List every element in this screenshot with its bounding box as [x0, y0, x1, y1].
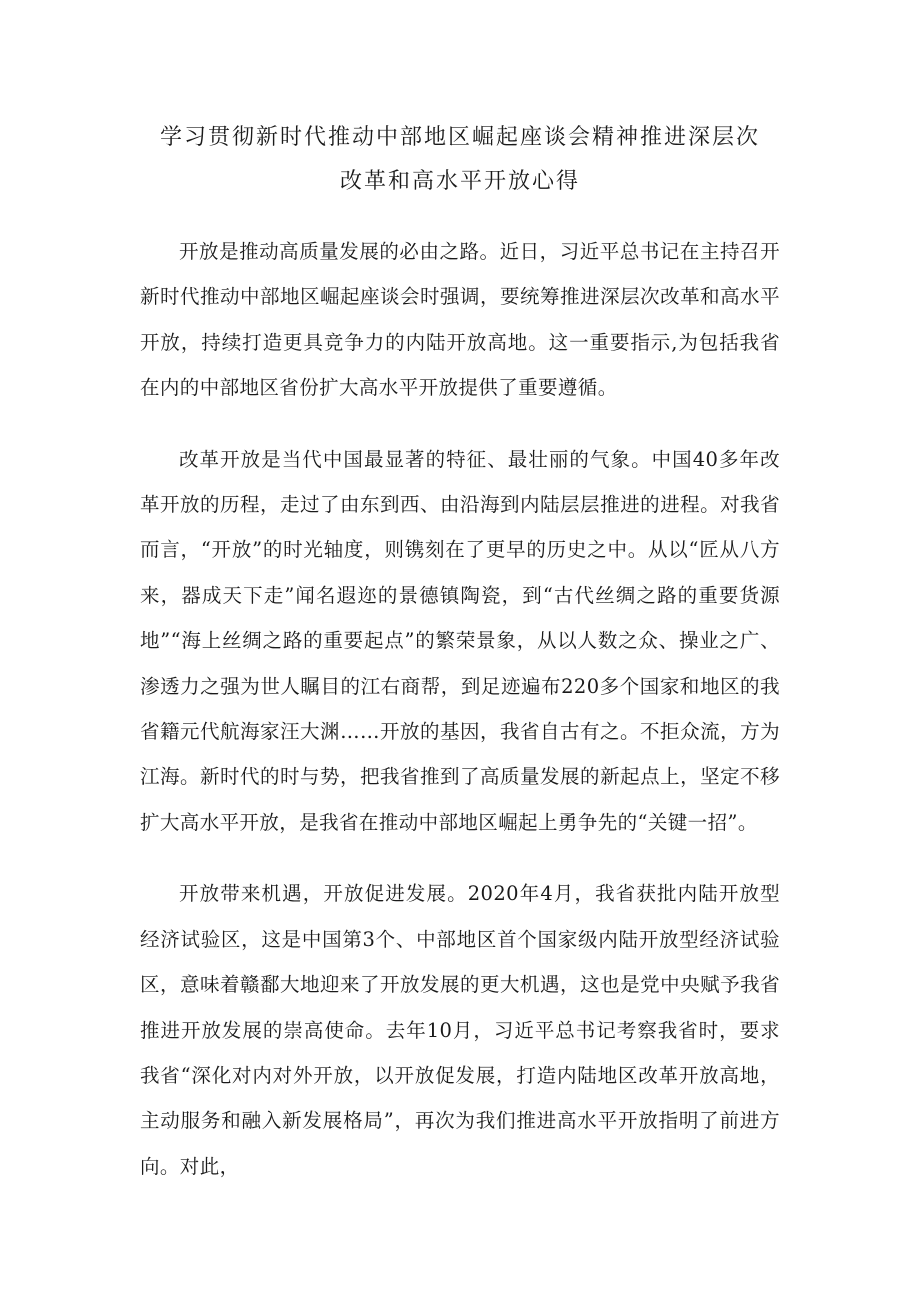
paragraph-3: 开放带来机遇，开放促进发展。2020年4月，我省获批内陆开放型经济试验区，这是中国第3个、中部地区首个国家级内陆开放型经济试验区，意味着赣鄱大地迎来了开放发展的更大机遇，这也是党中央赋予我省推进开放发展的崇高使命。去年10月，习近平总书记考察我省时，要求我省“深化对内对外开放，以开放促发展，打造内陆地区改革开放高地，主动服务和融入新发展格局”，再次为我们推进高水平开放指明了前进方向。对此， — [140, 882, 780, 1178]
paragraph-2: 改革开放是当代中国最显著的特征、最壮丽的气象。中国40多年改革开放的历程，走过了由东到西、由沿海到内陆层层推进的进程。对我省而言，“开放”的时光轴度，则镌刻在了更早的历史之中。从以“匠从八方来，器成天下走”闻名遐迩的景德镇陶瓷，到“古代丝绸之路的重要货源地”“海上丝绸之路的重要起点”的繁荣景象，从以人数之众、操业之广、渗透力之强为世人瞩目的江右商帮，到足迹遍布220多个国家和地区的我省籍元代航海家汪大渊……开放的基因，我省自古有之。不拒众流，方为江海。新时代的时与势，把我省推到了高质量发展的新起点上，坚定不移扩大高水平开放，是我省在推动中部地区崛起上勇争先的“关键一招”。 — [140, 447, 780, 834]
document-body — [140, 229, 780, 1215]
title-line-1: 学习贯彻新时代推动中部地区崛起座谈会精神推进深层次 — [159, 125, 760, 150]
document-title — [140, 116, 780, 204]
title-line-2: 改革和高水平开放心得 — [339, 169, 580, 194]
paragraph-1: 开放是推动高质量发展的必由之路。近日，习近平总书记在主持召开新时代推动中部地区崛起座谈会时强调，要统筹推进深层次改革和高水平开放，持续打造更具竞争力的内陆开放高地。这一重要指示,为包括我省在内的中部地区省份扩大高水平开放提供了重要遵循。 — [140, 240, 780, 400]
